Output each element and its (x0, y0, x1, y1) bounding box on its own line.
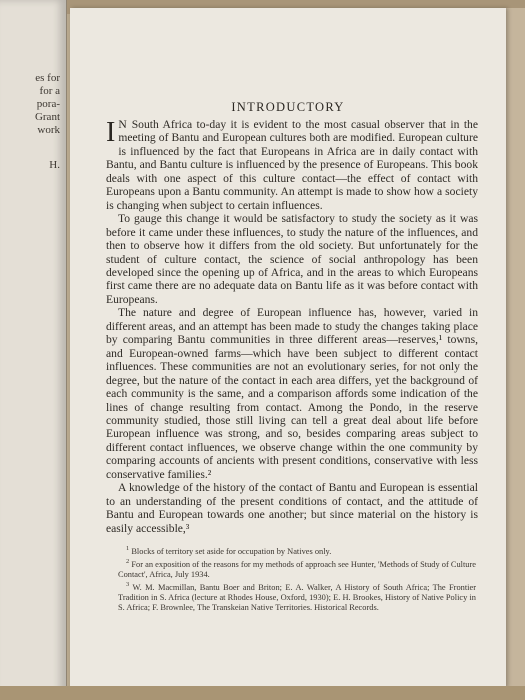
footnote-text: Blocks of territory set aside for occupation by Natives only. (131, 546, 332, 556)
page-title: INTRODUCTORY (231, 100, 345, 114)
left-page-text (0, 72, 60, 172)
left-page-fragment: Grant (34, 111, 60, 123)
left-page-fragment: H. (49, 159, 60, 171)
footnote-text: For an exposition of the reasons for my methods of approach see Hunter, 'Methods of Study of Culture Contact', Africa, July 1934. (118, 559, 476, 579)
paragraph-text: South Africa to-day it is evident to the most casual observer that in the meeting of Bantu and European cultures both are modified. European culture is influenced by the fact that Europeans in Africa are in daily contact with Bantu, and Bantu culture is influenced by the presence of Europeans. This book deals with one aspect of this culture contact—the effect of contact with Europeans upon a Bantu community. An attempt is made to show how a society is changing when subject to certain influences. (106, 118, 478, 212)
footnote-mark: 1 (126, 545, 130, 552)
paragraph-lead: N (118, 118, 128, 131)
table-surface (0, 686, 525, 700)
right-page (70, 8, 506, 688)
footnote-mark: 2 (126, 558, 130, 565)
body-text (106, 118, 478, 535)
drop-cap: I (106, 117, 116, 148)
left-page (0, 0, 67, 700)
footnotes (118, 544, 476, 614)
left-page-fragment: work (37, 124, 60, 136)
page-edge (505, 8, 525, 700)
paragraph (106, 118, 478, 212)
left-page-fragment: pora- (36, 98, 60, 110)
footnote (118, 544, 476, 557)
footnote-mark: 3 (126, 581, 130, 589)
footnote (118, 557, 476, 580)
left-page-fragment: for a (39, 85, 60, 97)
paragraph: A knowledge of the history of the contact of Bantu and European is essential to an understanding of the present conditions of contact, and the attitude of Bantu and European towards one another; but since material on the history is easily accessible,³ (106, 481, 478, 535)
paragraph: The nature and degree of European influence has, however, varied in different areas, and an attempt has been made to study the changes taking place by comparing Bantu communities in three different areas—reserves,¹ towns, and European-owned farms—which have been subject to different contact influences. These communities are not an evolutionary series, for not only the degree, but the nature of the contact in each area differs, yet the background of each community is the same, and a comparison affords some indication of the lines of change resulting from contact. Among the Pondo, in the reserve community studied, those still living can tell a great deal about life before European influence was strong, and so, besides comparing areas subject to different contact influences, we observe change within the one community by comparing accounts of ancients with present conditions, conservative with less conservative families.² (106, 306, 478, 481)
footnote-text: W. M. Macmillan, Bantu Boer and Briton; E. A. Walker, A History of South Africa; The Frontier Tradition in S. Africa (lecture at Rhodes House, Oxford, 1930); E. H. Brookes, History of Native Policy in S. Africa; F. Brownlee, The Transkeian Native Territories. Historical Records. (118, 583, 476, 613)
footnote (118, 580, 476, 613)
left-page-fragment: es for (35, 72, 60, 84)
paragraph: To gauge this change it would be satisfactory to study the society as it was before it came under these influences, to study the nature of the influences, and then to observe how it differs from the old society. But unfortunately for the student of culture contact, the science of social anthropology has been developed since the opening up of Africa, and in the areas to which Europeans first came there are no adequate data on Bantu life as it was before contact with Europeans. (106, 212, 478, 306)
